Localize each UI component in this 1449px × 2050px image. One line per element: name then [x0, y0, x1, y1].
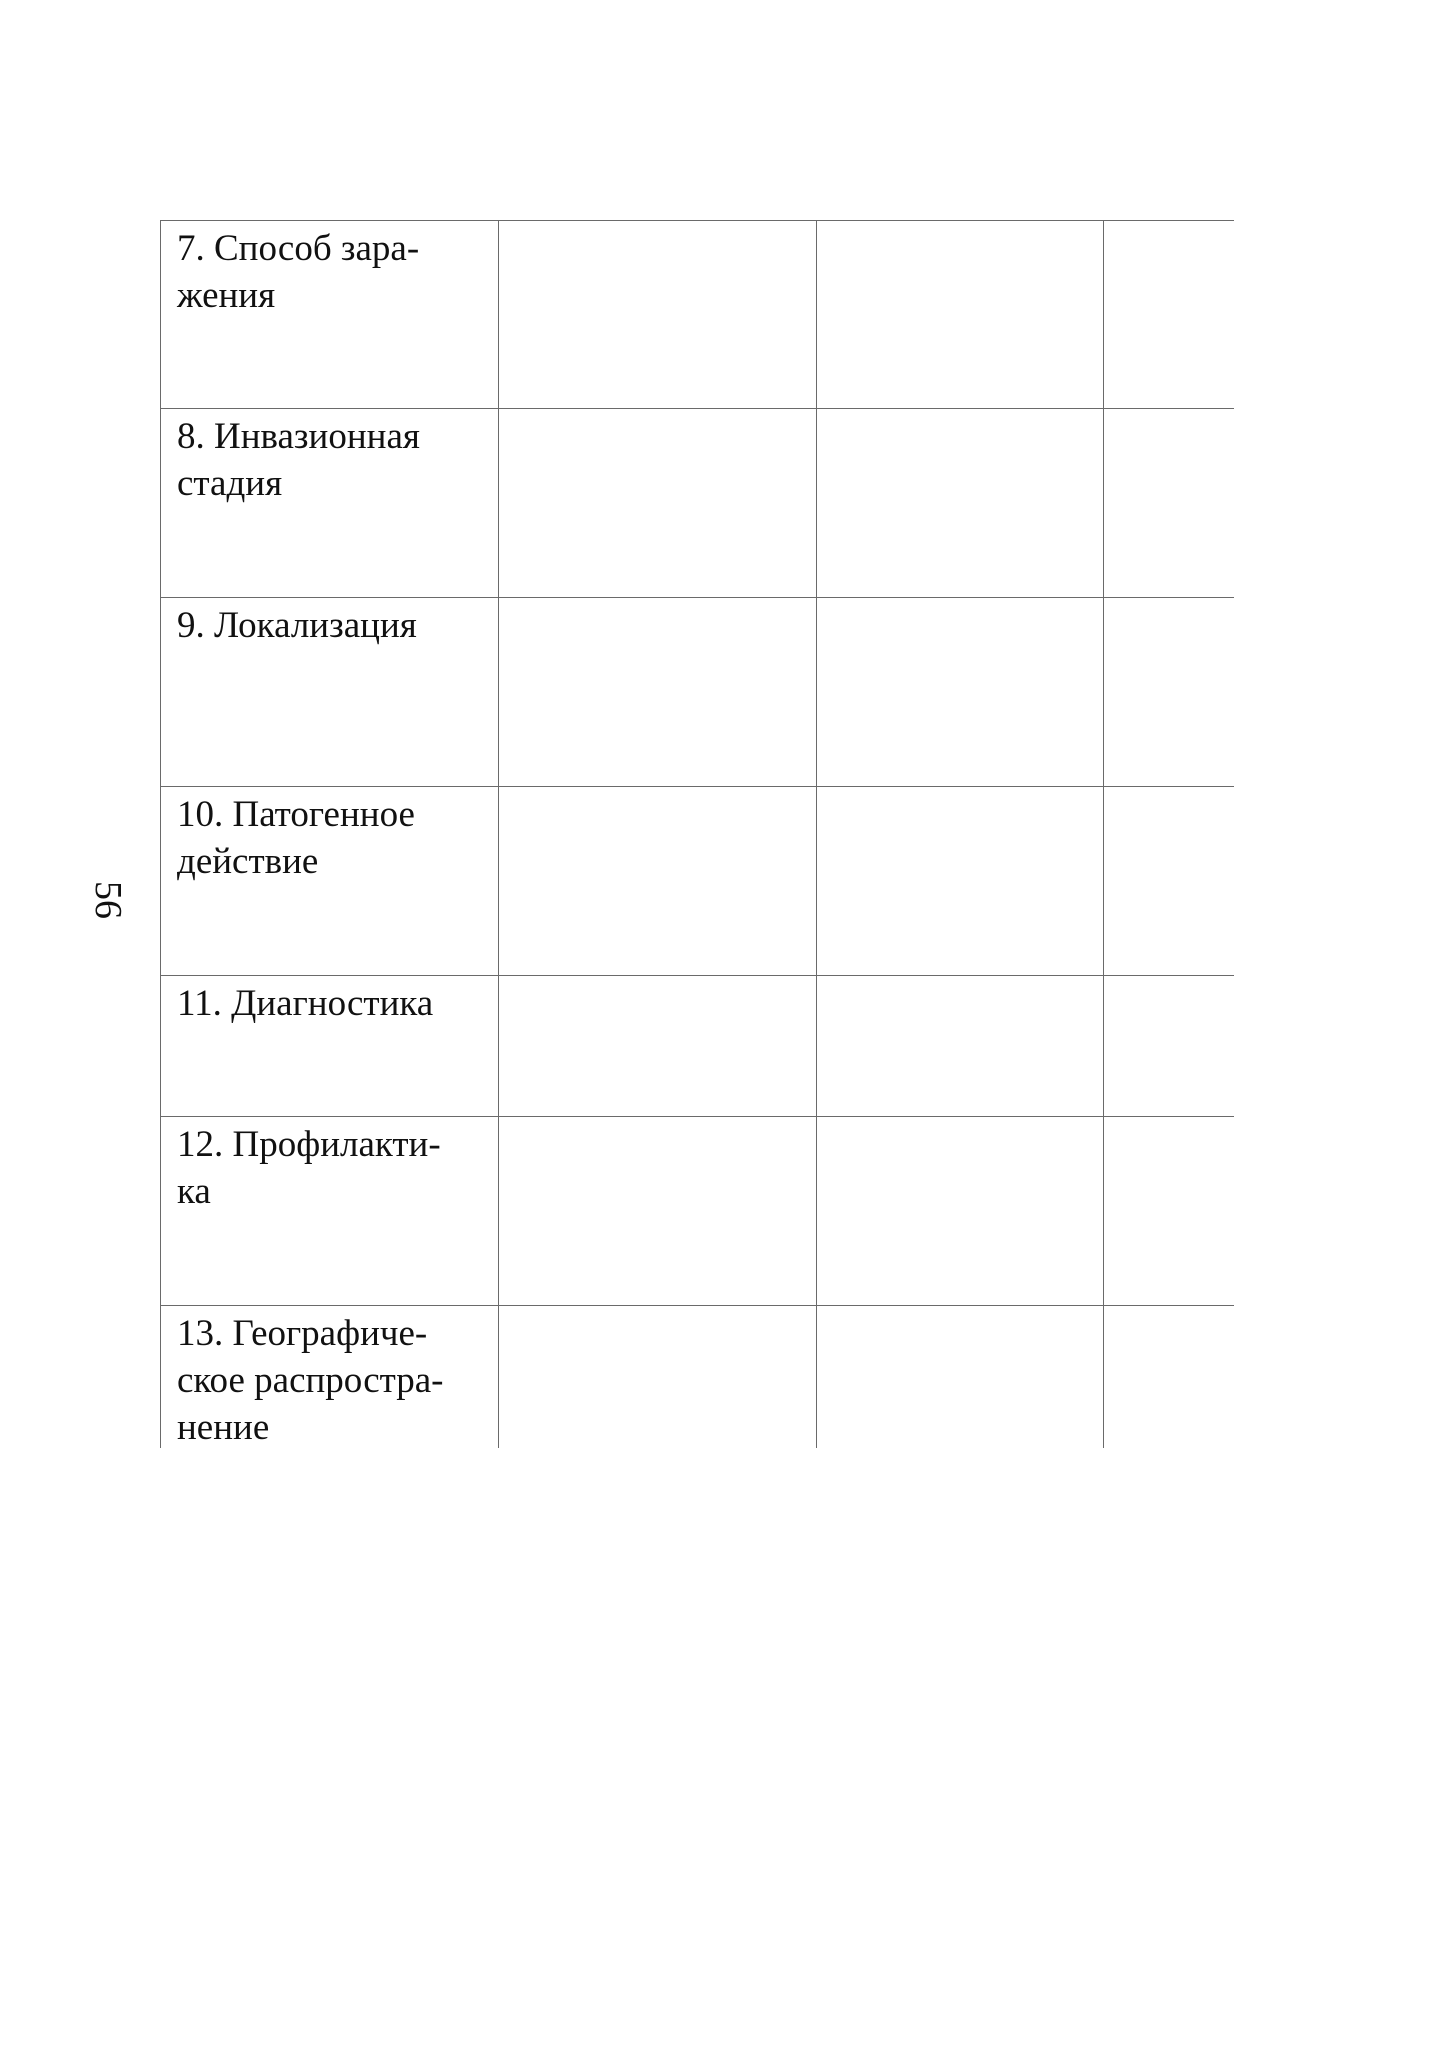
table-cell	[499, 221, 817, 409]
table-cell	[499, 1117, 817, 1306]
page-number: 56	[87, 881, 129, 919]
row-label-pathogenic-effect: 10. Патогенное действие	[161, 787, 499, 976]
table-row	[161, 409, 1235, 598]
table-cell	[817, 221, 1104, 409]
table-row	[161, 598, 1235, 787]
table-row	[161, 976, 1235, 1117]
row-label-invasive-stage: 8. Инвазионная стадия	[161, 409, 499, 598]
table-cell	[499, 409, 817, 598]
table-cell	[499, 1306, 817, 1449]
table-cell	[499, 976, 817, 1117]
table-cell	[1104, 787, 1235, 976]
table-cell	[1104, 409, 1235, 598]
row-label-infection-method: 7. Способ зара- жения	[161, 221, 499, 409]
table-cell	[1104, 1117, 1235, 1306]
table-cell	[817, 787, 1104, 976]
table-row	[161, 1117, 1235, 1306]
table-row	[161, 1306, 1235, 1449]
row-label-geographic-distribution: 13. Географиче- ское распростра- нение	[161, 1306, 499, 1449]
row-label-prevention: 12. Профилакти- ка	[161, 1117, 499, 1306]
parasite-characteristics-table	[160, 220, 1234, 1448]
table-cell	[817, 409, 1104, 598]
table-cell	[1104, 1306, 1235, 1449]
table-cell	[817, 1306, 1104, 1449]
table-cell	[817, 1117, 1104, 1306]
table-cell	[1104, 221, 1235, 409]
table-cell	[499, 787, 817, 976]
table-cell	[817, 976, 1104, 1117]
row-label-diagnostics: 11. Диагностика	[161, 976, 499, 1117]
table-cell	[1104, 598, 1235, 787]
table-cell	[817, 598, 1104, 787]
table-row	[161, 221, 1235, 409]
table-cell	[1104, 976, 1235, 1117]
table-container	[160, 220, 1234, 1448]
table-row	[161, 787, 1235, 976]
row-label-localization: 9. Локализация	[161, 598, 499, 787]
table-cell	[499, 598, 817, 787]
